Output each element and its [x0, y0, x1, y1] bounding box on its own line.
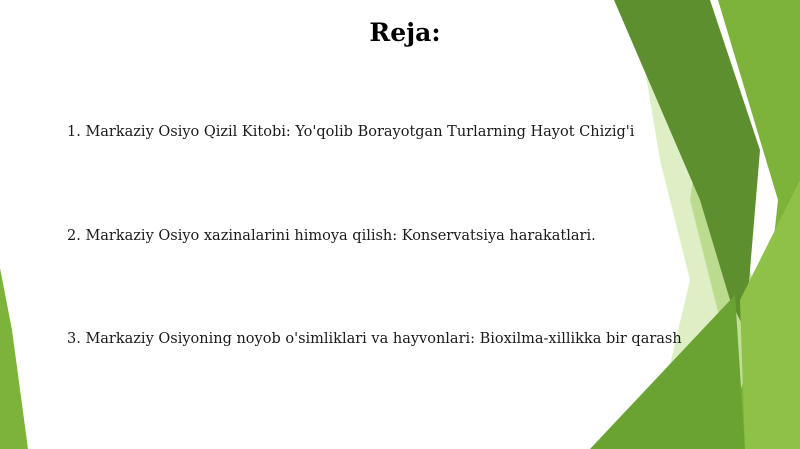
slide-title: Reja: [369, 18, 441, 47]
left-green-sliver [0, 268, 28, 449]
lower-green-triangle [590, 295, 745, 449]
plan-item-1: 1. Markaziy Osiyo Qizil Kitobi: Yo'qolib Borayotgan Turlarning Hayot Chizig'i [67, 124, 635, 140]
plan-item-3: 3. Markaziy Osiyoning noyob o'simliklari va hayvonlari: Bioxilma-xillikka bir qarash [67, 331, 682, 347]
plan-item-2: 2. Markaziy Osiyo xazinalarini himoya qilish: Konservatsiya harakatlari. [67, 228, 596, 244]
